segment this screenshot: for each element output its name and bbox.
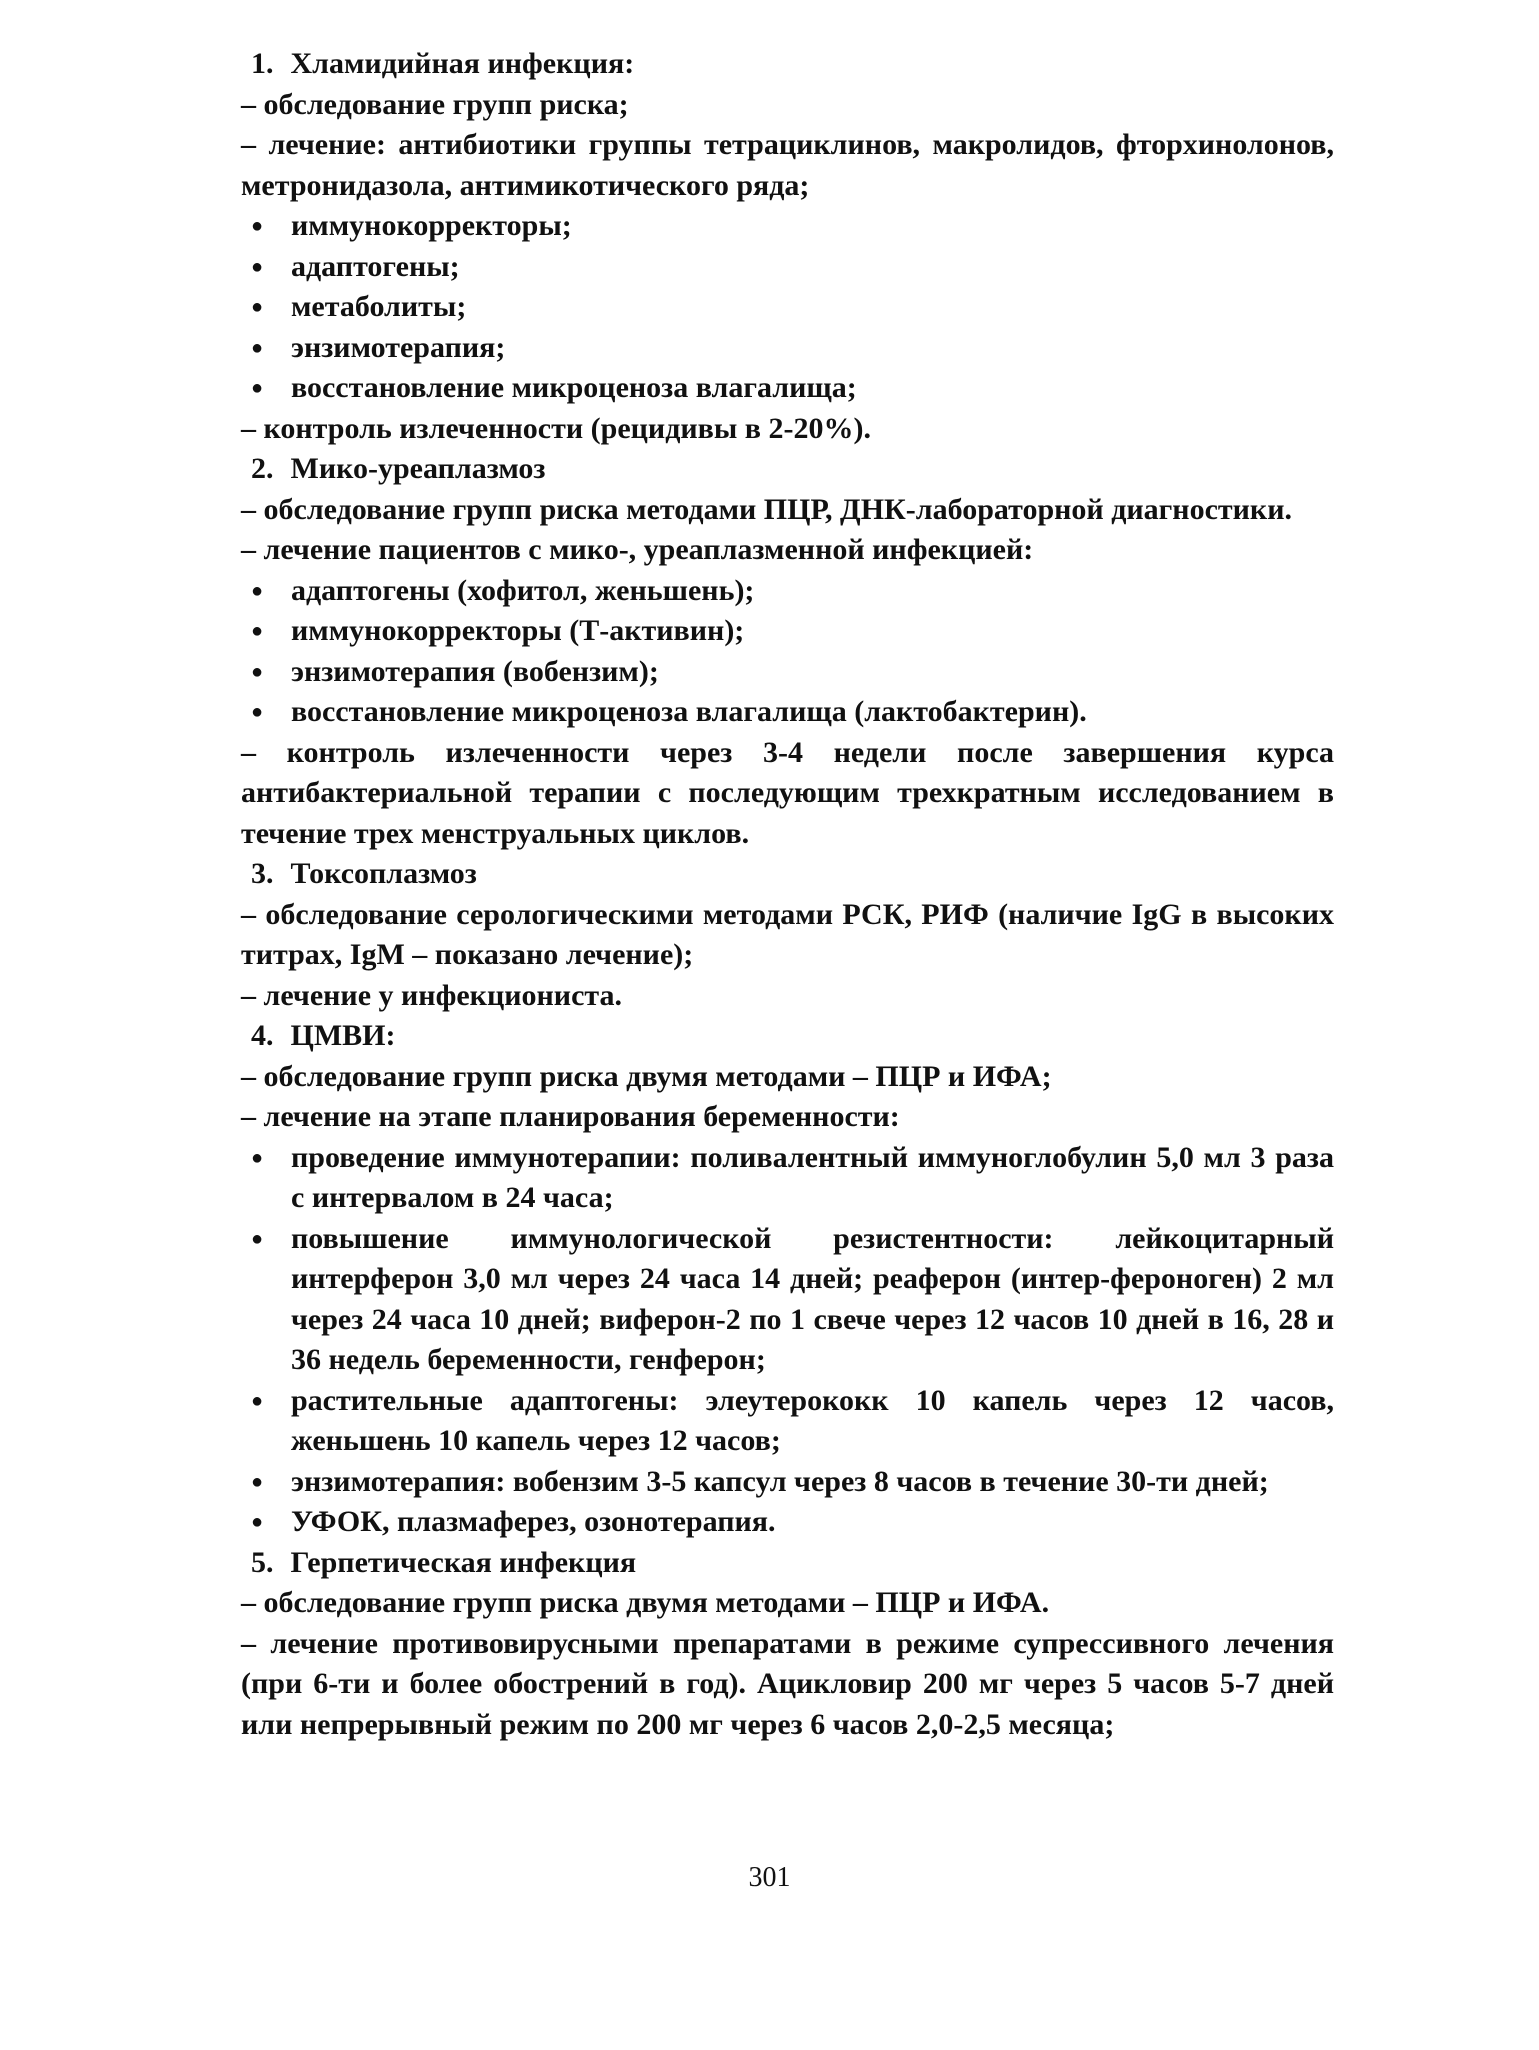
section <box>241 1016 1334 1543</box>
dash-item <box>241 1097 1334 1138</box>
bullet-dot-icon: ● <box>251 701 264 723</box>
section <box>241 44 1334 449</box>
section-title: ЦМВИ: <box>290 1019 396 1052</box>
bullet-dot-icon: ● <box>251 1227 264 1250</box>
dash-item <box>241 530 1334 571</box>
dash-mark: – <box>241 1100 256 1133</box>
page-number: 301 <box>748 1862 791 1893</box>
section-number: 3. <box>251 857 274 890</box>
bullet-item <box>241 692 1334 733</box>
dash-mark: – <box>241 1586 256 1619</box>
bullet-dot-icon: ● <box>251 579 264 602</box>
section <box>241 449 1334 854</box>
bullet-item <box>241 1381 1334 1462</box>
bullet-item <box>241 652 1334 693</box>
dash-text: лечение у инфекциониста. <box>263 978 623 1012</box>
bullet-dot-icon: ● <box>251 296 264 318</box>
dash-mark: – <box>241 897 256 931</box>
bullet-dot-icon: ● <box>251 1511 264 1533</box>
dash-mark: – <box>241 128 256 161</box>
section <box>241 1543 1334 1746</box>
section-heading <box>241 1016 1334 1057</box>
dash-mark: – <box>241 492 256 526</box>
dash-mark: – <box>241 1059 256 1093</box>
bullet-dot-icon: ● <box>251 336 264 359</box>
section-heading <box>241 44 1334 85</box>
dash-text: обследование групп риска методами ПЦР, ДНК-лабораторной диагностики. <box>263 492 1292 526</box>
bullet-text: энзимотерапия; <box>291 330 506 364</box>
bullet-item <box>241 571 1334 612</box>
bullet-text: энзимотерапия: вобензим 3-5 капсул через 8 часов в течение 30-ти дней; <box>291 1464 1269 1498</box>
dash-text: лечение: антибиотики группы тетрациклинов, макролидов, фторхинолонов, метронидазола, антимикотического ряда; <box>241 128 1334 202</box>
dash-text: обследование групп риска; <box>263 87 629 121</box>
dash-mark: – <box>241 978 256 1012</box>
section-heading <box>241 1543 1334 1584</box>
bullet-item <box>241 247 1334 288</box>
bullet-text: восстановление микроценоза влагалища (лактобактерин). <box>291 695 1087 728</box>
bullet-item <box>241 1502 1334 1543</box>
bullet-item <box>241 1138 1334 1219</box>
section-number: 5. <box>251 1545 274 1579</box>
section-title: Герпетическая инфекция <box>290 1545 637 1579</box>
dash-item <box>241 976 1334 1017</box>
dash-text: лечение противовирусными препаратами в режиме супрессивного лечения (при 6-ти и более обострений в год). Ацикловир 200 мг через 5 часов 5-7 дней или непрерывный режим по 200 мг через 6 часов 2,0-2,5 месяца; <box>241 1626 1334 1741</box>
bullet-dot-icon: ● <box>251 660 264 683</box>
dash-text: обследование групп риска двумя методами – ПЦР и ИФА; <box>263 1059 1052 1093</box>
bullet-text: адаптогены; <box>291 249 460 283</box>
bullet-text: иммунокорректоры; <box>291 209 572 242</box>
dash-item <box>241 1057 1334 1098</box>
dash-item <box>241 1583 1334 1624</box>
dash-item <box>241 895 1334 976</box>
dash-text: обследование серологическими методами РСК, РИФ (наличие IgG в высоких титрах, IgM – показано лечение); <box>241 897 1335 971</box>
bullet-item <box>241 1219 1334 1381</box>
dash-item <box>241 85 1334 126</box>
section-title: Мико-уреаплазмоз <box>290 452 546 485</box>
section-title: Хламидийная инфекция: <box>290 47 635 80</box>
dash-text: контроль излеченности (рецидивы в 2-20%). <box>263 411 871 445</box>
section-heading <box>241 854 1334 895</box>
dash-mark: – <box>241 1626 256 1660</box>
bullet-text: метаболиты; <box>291 290 467 323</box>
section <box>241 854 1334 1016</box>
bullet-text: адаптогены (хофитол, женьшень); <box>291 573 755 607</box>
bullet-dot-icon: ● <box>251 1389 264 1412</box>
bullet-text: повышение иммунологической резистентности: лейкоцитарный интерферон 3,0 мл через 24 часа 14 дней; реаферон (интер-фероноген) 2 мл через 24 часа 10 дней; виферон-2 по 1 свече через 12 часов 10 дней в 16, 28 и 36 недель беременности, генферон; <box>291 1221 1334 1376</box>
section-title: Токсоплазмоз <box>290 857 477 890</box>
section-number: 2. <box>251 452 274 485</box>
bullet-dot-icon: ● <box>251 620 264 642</box>
bullet-item <box>241 1462 1334 1503</box>
bullet-dot-icon: ● <box>251 1470 264 1493</box>
dash-item <box>241 1624 1334 1746</box>
dash-item <box>241 490 1334 531</box>
bullet-dot-icon: ● <box>251 215 264 237</box>
dash-item <box>241 733 1334 855</box>
bullet-text: УФОК, плазмаферез, озонотерапия. <box>291 1505 776 1538</box>
bullet-item <box>241 206 1334 247</box>
section-heading <box>241 449 1334 490</box>
bullet-item <box>241 287 1334 328</box>
dash-item <box>241 409 1334 450</box>
bullet-text: иммунокорректоры (Т-активин); <box>291 614 745 647</box>
dash-mark: – <box>241 87 256 121</box>
bullet-item <box>241 368 1334 409</box>
dash-text: лечение на этапе планирования беременности: <box>263 1100 900 1133</box>
bullet-dot-icon: ● <box>251 377 264 399</box>
dash-text: обследование групп риска двумя методами – ПЦР и ИФА. <box>263 1586 1050 1619</box>
bullet-dot-icon: ● <box>251 1146 264 1169</box>
dash-mark: – <box>241 735 256 769</box>
dash-item <box>241 125 1334 206</box>
document-page <box>241 44 1334 1745</box>
dash-text: лечение пациентов с мико-, уреаплазменной инфекцией: <box>263 533 1034 566</box>
dash-mark: – <box>241 533 256 566</box>
section-number: 4. <box>251 1019 274 1052</box>
dash-text: контроль излеченности через 3-4 недели после завершения курса антибактериальной терапии с последующим трехкратным исследованием в течение трех менструальных циклов. <box>241 735 1334 850</box>
bullet-item <box>241 611 1334 652</box>
bullet-item <box>241 328 1334 369</box>
bullet-text: проведение иммунотерапии: поливалентный иммуноглобулин 5,0 мл 3 раза с интервалом в 24 часа; <box>291 1140 1334 1214</box>
dash-mark: – <box>241 411 256 445</box>
section-number: 1. <box>251 47 274 80</box>
document-body <box>241 44 1334 1745</box>
bullet-text: растительные адаптогены: элеутерококк 10 капель через 12 часов, женьшень 10 капель через 12 часов; <box>291 1383 1334 1457</box>
bullet-dot-icon: ● <box>251 255 264 278</box>
bullet-text: восстановление микроценоза влагалища; <box>291 371 857 404</box>
bullet-text: энзимотерапия (вобензим); <box>291 654 659 688</box>
